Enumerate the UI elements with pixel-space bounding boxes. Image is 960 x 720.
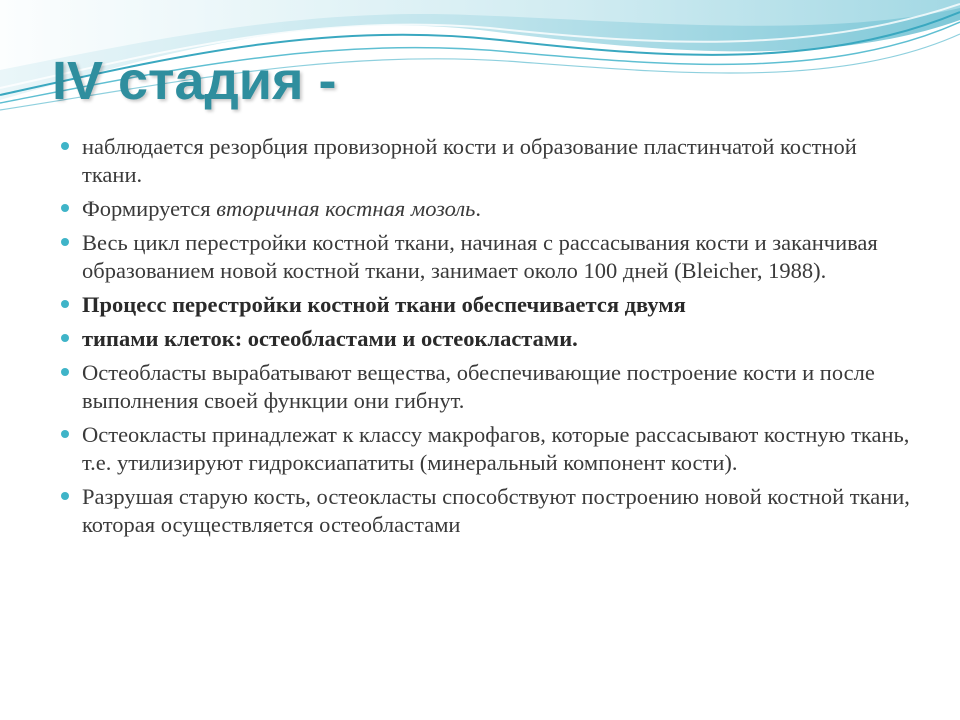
bullet-dot-icon — [61, 430, 69, 438]
bullet-item — [60, 195, 910, 223]
bullet-item — [60, 133, 910, 189]
bullet-dot-icon — [61, 492, 69, 500]
bullet-text: наблюдается резорбция провизорной кости и образование пластинчатой костной ткани. — [82, 134, 857, 187]
bullet-item-bold — [60, 291, 910, 319]
bullet-text: типами клеток: остеобластами и остеокластами. — [82, 326, 578, 351]
bullet-dot-icon — [61, 204, 69, 212]
bullet-text: Процесс перестройки костной ткани обеспечивается двумя — [82, 292, 686, 317]
bullet-item — [60, 421, 910, 477]
slide-title: IV стадия - — [52, 51, 337, 111]
bullet-dot-icon — [61, 142, 69, 150]
bullet-item — [60, 229, 910, 285]
bullet-item-bold — [60, 325, 910, 353]
bullet-item — [60, 483, 910, 539]
bullet-text: Весь цикл перестройки костной ткани, начиная с рассасывания кости и заканчивая образованием новой костной ткани, занимает около 100 дней (Bleicher, 1988). — [82, 230, 878, 283]
bullet-text-italic: вторичная костная мозоль — [216, 196, 476, 221]
bullet-dot-icon — [61, 368, 69, 376]
bullet-text-prefix: Формируется — [82, 196, 217, 221]
bullet-dot-icon — [61, 300, 69, 308]
bullet-text: Остеобласты вырабатывают вещества, обеспечивающие построение кости и после выполнения своей функции они гибнут. — [82, 360, 875, 413]
bullet-dot-icon — [61, 238, 69, 246]
bullet-dot-icon — [61, 334, 69, 342]
bullet-text-suffix: . — [475, 196, 481, 221]
bullet-text: Остеокласты принадлежат к классу макрофагов, которые рассасывают костную ткань, т.е. утилизируют гидроксиапатиты (минеральный компонент кости). — [82, 422, 910, 475]
bullet-list — [60, 133, 910, 545]
bullet-item — [60, 359, 910, 415]
bullet-text: Разрушая старую кость, остеокласты способствуют построению новой костной ткани, которая осуществляется остеобластами — [82, 484, 910, 537]
